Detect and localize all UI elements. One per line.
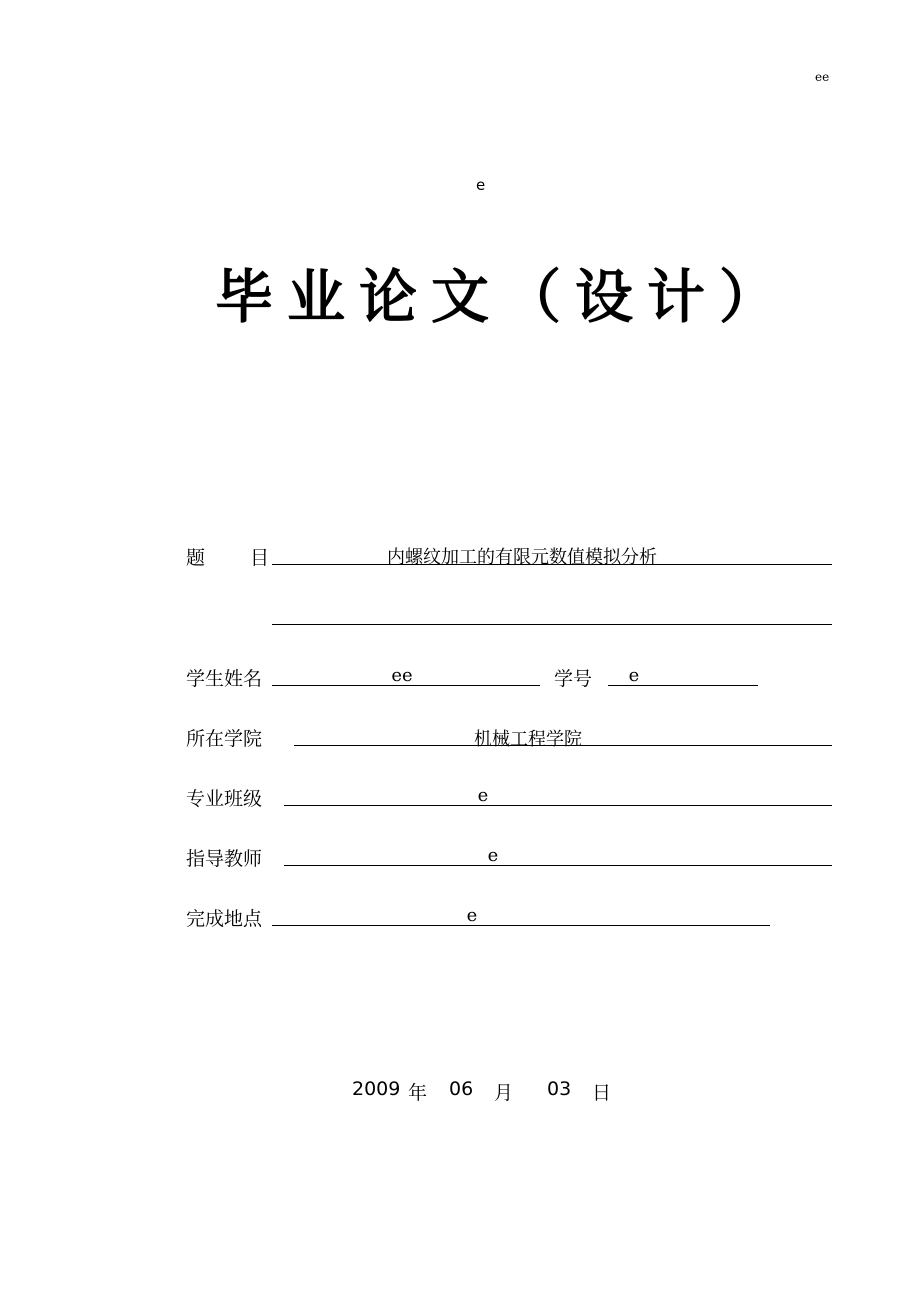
student-id-label: 学号 [554, 668, 593, 690]
student-id-value: e [628, 665, 640, 686]
topic-underline-2 [272, 623, 832, 625]
location-value: e [466, 905, 478, 926]
student-name-label: 学生姓名 [186, 668, 263, 690]
class-label: 专业班级 [186, 788, 263, 810]
date-day: 03 [547, 1078, 572, 1100]
topic-label-second: 目 [250, 547, 270, 569]
date-month-unit: 月 [494, 1082, 514, 1104]
header-corner-text: ee [815, 70, 830, 84]
cover-title: 毕业论文（设计） [215, 263, 792, 331]
class-value: e [477, 785, 489, 806]
location-label: 完成地点 [186, 908, 263, 930]
college-label: 所在学院 [186, 728, 263, 750]
date-day-unit: 日 [592, 1082, 612, 1104]
header-top-text: e [476, 176, 486, 194]
date-year-unit: 年 [408, 1082, 428, 1104]
date-month: 06 [449, 1078, 474, 1100]
college-value: 机械工程学院 [474, 729, 582, 750]
date-year: 2009 [352, 1078, 401, 1100]
topic-label-first: 题 [186, 547, 206, 569]
student-name-value: ee [391, 665, 413, 686]
topic-value: 内螺纹加工的有限元数值模拟分析 [387, 547, 657, 568]
advisor-label: 指导教师 [186, 848, 263, 870]
advisor-value: e [487, 845, 499, 866]
